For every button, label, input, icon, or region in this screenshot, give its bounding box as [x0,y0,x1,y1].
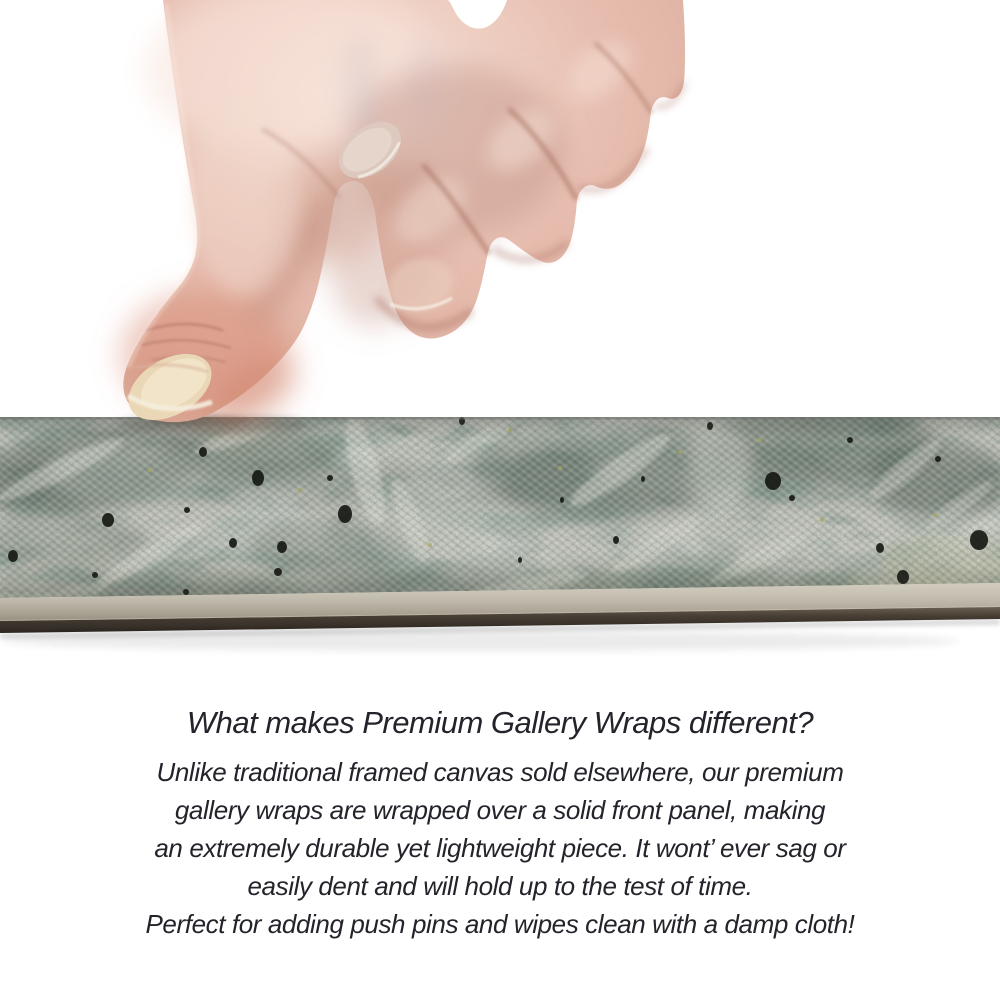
caption-heading: What makes Premium Gallery Wraps different? [186,705,814,740]
caption-line-4: easily dent and will hold up to the test of time. [247,871,753,901]
canvas-strip [0,404,1000,651]
caption-line-1: Unlike traditional framed canvas sold elsewhere, our premium [156,757,844,787]
hand-photo [117,0,685,440]
caption [0,704,1000,943]
caption-line-3: an extremely durable yet lightweight piece. It wont’ ever sag or [154,833,846,863]
caption-line-5: Perfect for adding push pins and wipes clean with a damp cloth! [145,909,855,939]
caption-line-2: gallery wraps are wrapped over a solid front panel, making [174,795,826,825]
